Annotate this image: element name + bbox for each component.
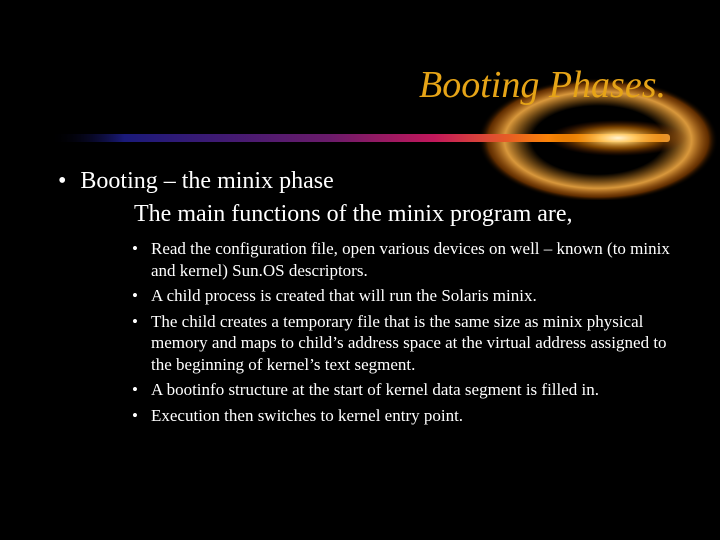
list-item-text: The child creates a temporary file that is the same size as minix physical memory and maps to child’s address space at the virtual address assigned to the beginning of kernel’s text segment. (151, 311, 667, 374)
bullet-dot: • (132, 380, 138, 399)
list-item-text: A bootinfo structure at the start of kernel data segment is filled in. (151, 380, 600, 399)
list-item-text: Execution then switches to kernel entry point. (151, 405, 464, 425)
list-item (132, 285, 672, 307)
list-item-text: A child process is created that will run the Solaris minix. (151, 286, 537, 305)
bullet-dot: • (132, 239, 138, 258)
bullet-dot: • (58, 168, 67, 194)
list-item (132, 379, 672, 401)
slide-title: Booting Phases. (419, 64, 666, 106)
list-item (132, 311, 672, 376)
main-bullet-text: Booting – the minix phase (80, 168, 334, 194)
list-item-text: Read the configuration file, open various devices on well – known (to minix and kernel) Sun.OS descriptors. (151, 239, 670, 280)
bullet-dot: • (132, 405, 138, 425)
glow-core (548, 120, 688, 156)
sub-bullet-list (132, 238, 672, 430)
list-item (132, 238, 672, 281)
bullet-dot: • (132, 311, 138, 331)
list-item (132, 405, 672, 427)
main-bullet (58, 168, 334, 195)
bullet-dot: • (132, 286, 138, 305)
subheading: The main functions of the minix program are, (134, 201, 573, 227)
